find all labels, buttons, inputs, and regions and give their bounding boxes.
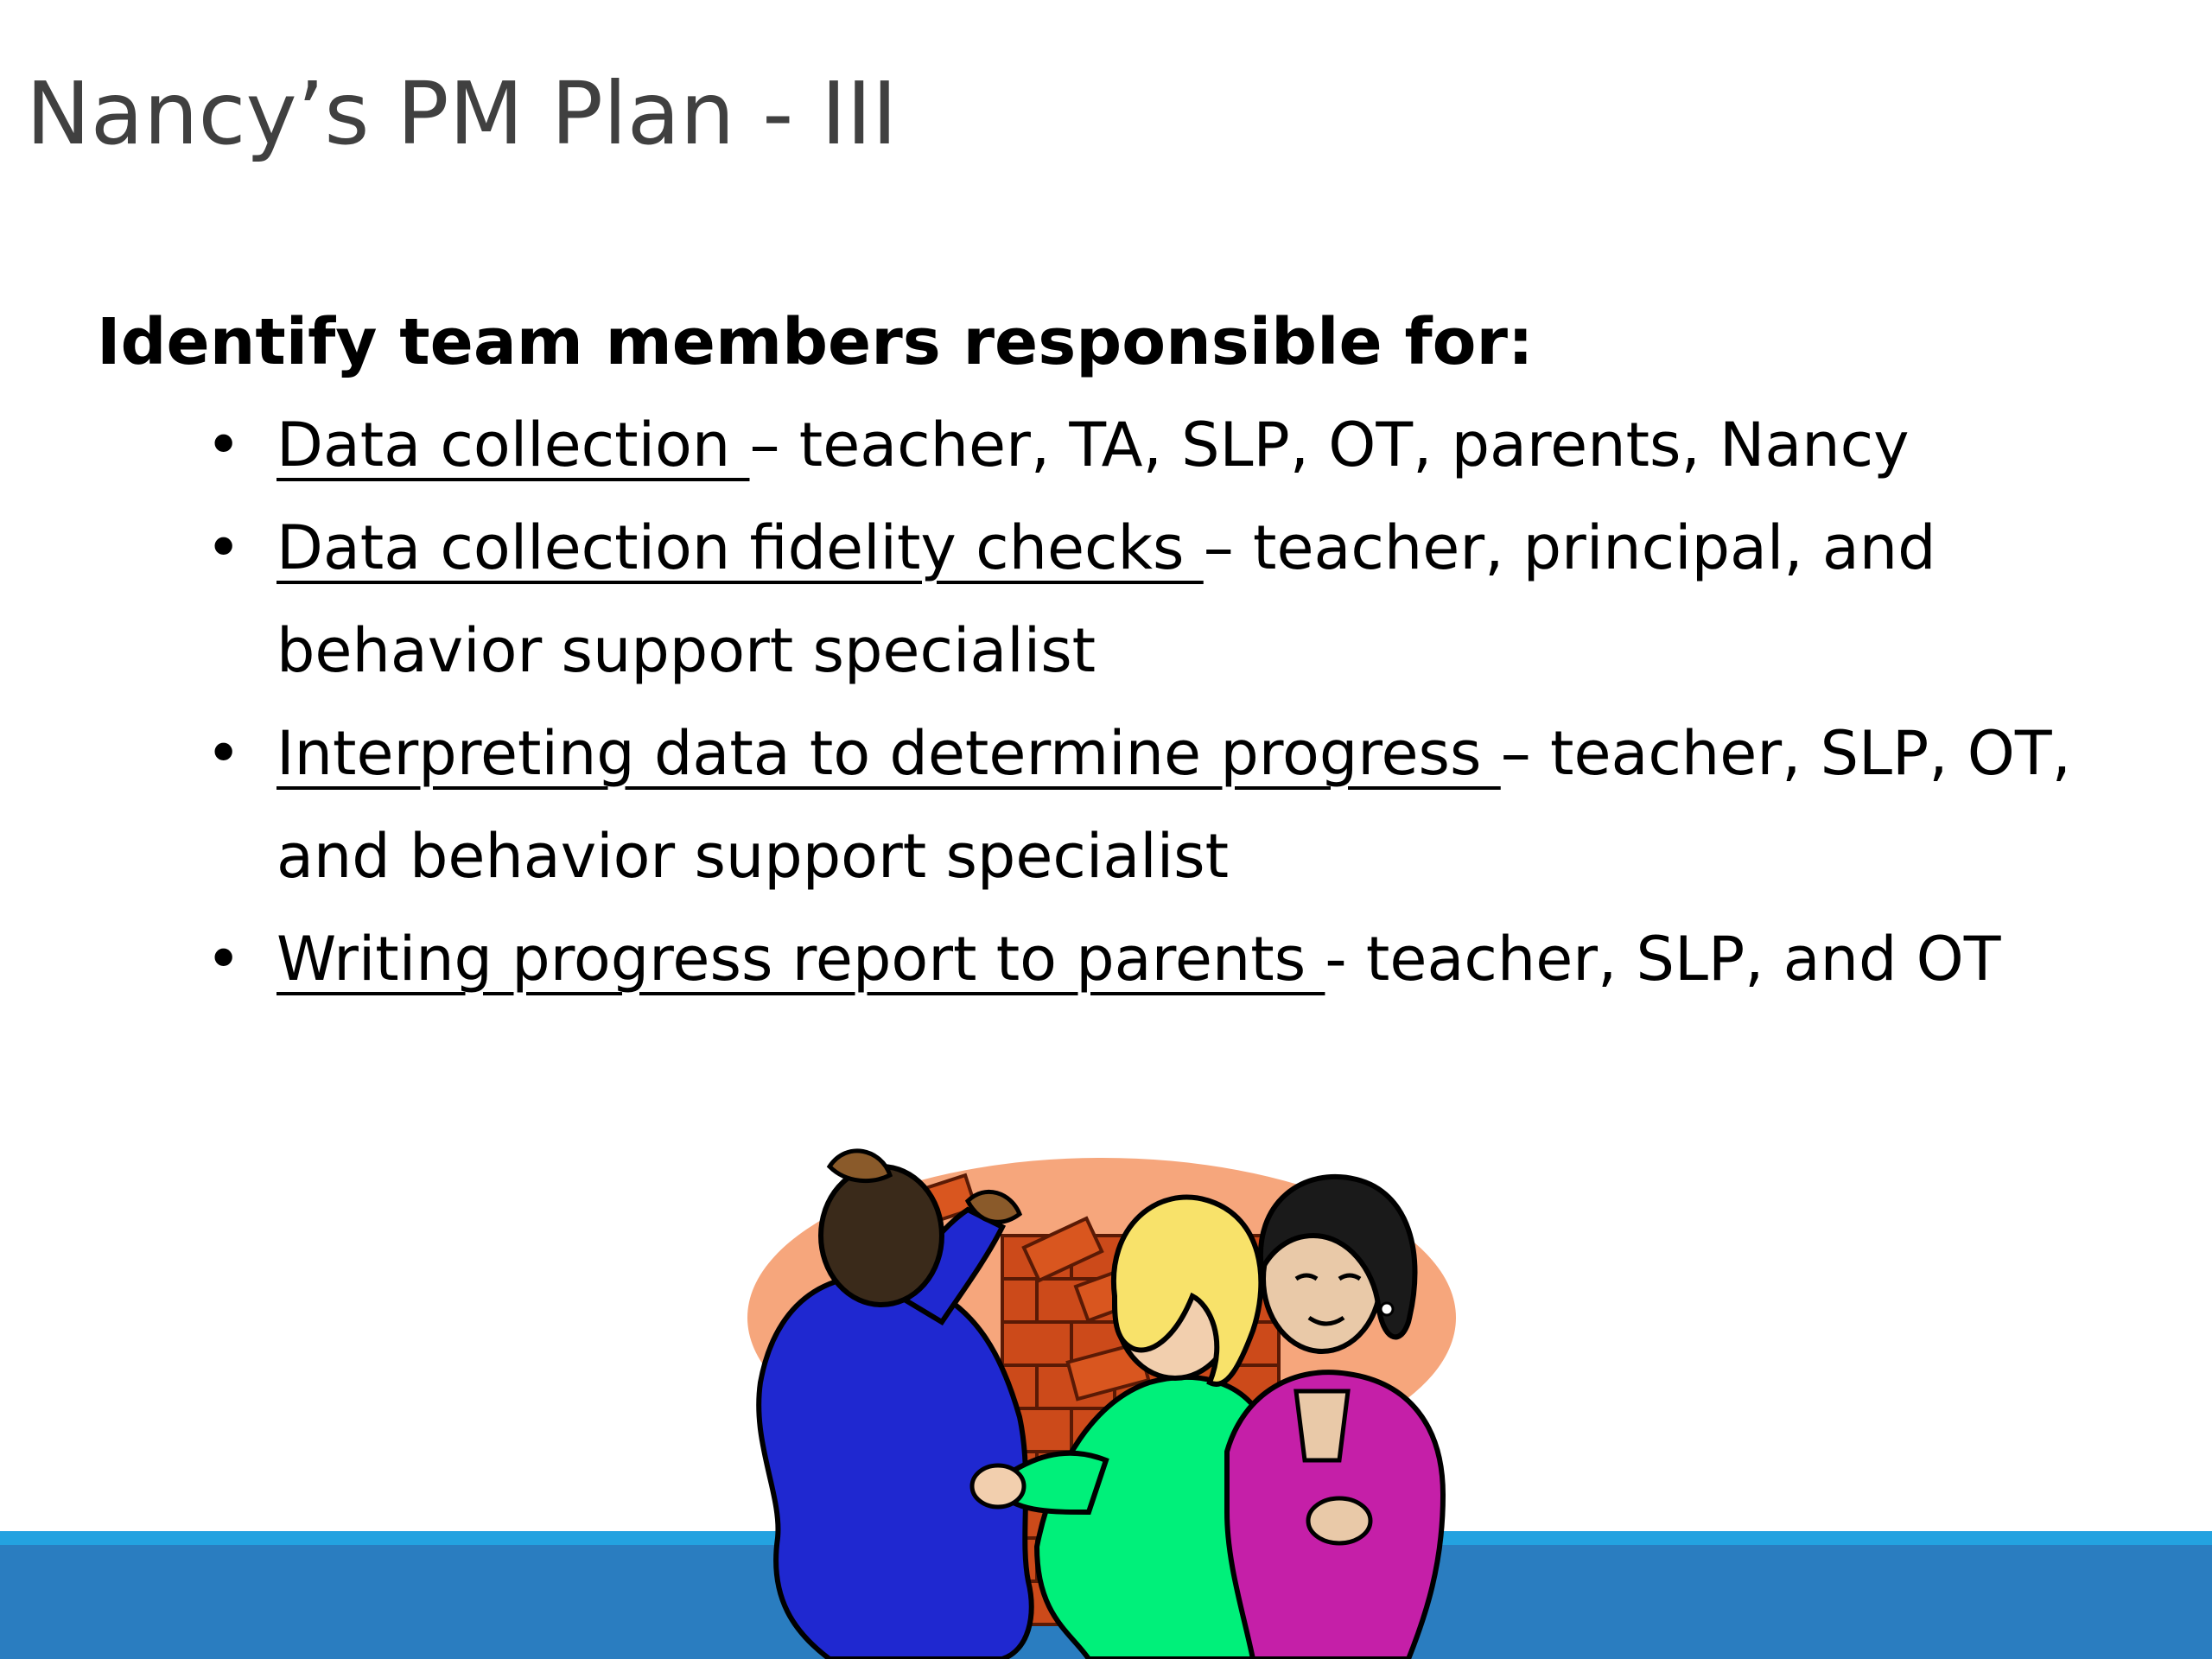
bullet-item (206, 394, 2143, 497)
team-building-wall-clipart (743, 1132, 1460, 1659)
bullet-topic: Data collection (276, 410, 750, 480)
bullet-detail: - teacher, SLP, and OT (1325, 924, 2001, 995)
lead-text: Identify team members responsible for: (97, 305, 1534, 379)
bullet-topic: Data collection fidelity checks (276, 512, 1204, 583)
bullet-topic: Interpreting data to determine progress (276, 718, 1501, 789)
bullet-dot-icon: • (206, 924, 242, 995)
bullet-item (206, 908, 2143, 1011)
bullet-dot-icon: • (206, 718, 242, 789)
slide-title: Nancy’s PM Plan - III (26, 63, 898, 164)
person-magenta-jacket (1227, 1177, 1443, 1659)
bullet-item (206, 702, 2143, 908)
bullet-dot-icon: • (206, 410, 242, 480)
bullet-dot-icon: • (206, 512, 242, 583)
bullet-list (0, 394, 2212, 1011)
bullet-topic: Writing progress report to parents (276, 924, 1325, 995)
bullet-detail: – teacher, SLP, OT, and behavior support specialist (276, 718, 2071, 892)
bullet-detail: – teacher, principal, and behavior support specialist (276, 512, 1936, 686)
bullet-detail: – teacher, TA, SLP, OT, parents, Nancy (749, 410, 1910, 480)
bullet-item (206, 497, 2143, 702)
person-blue-shirt (759, 1151, 1032, 1659)
